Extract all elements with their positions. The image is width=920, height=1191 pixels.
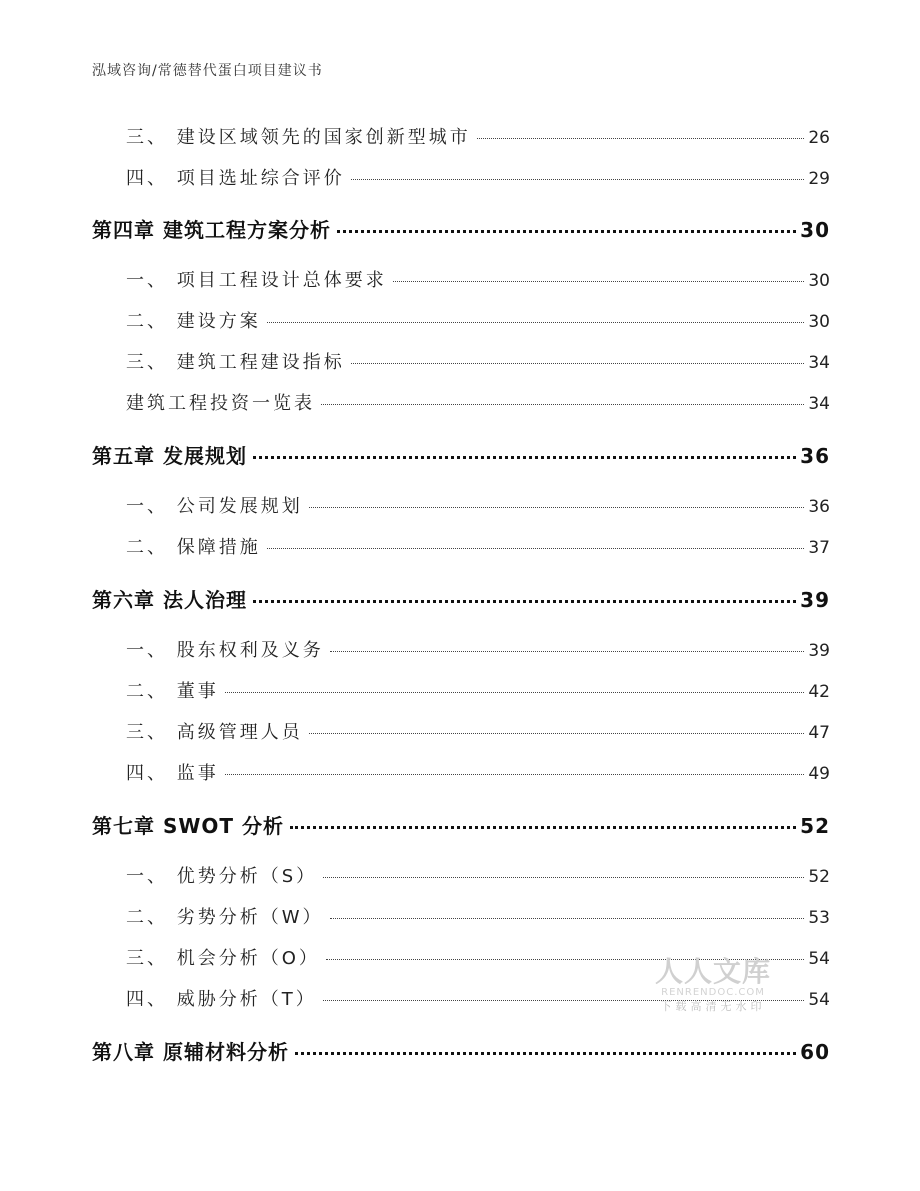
toc-entry-page: 29 [808, 169, 830, 189]
toc-entry-label: 第六章 法人治理 [92, 588, 247, 612]
toc-leader-dots [337, 230, 796, 233]
toc-entry-label: 三、 机会分析（O） [126, 948, 320, 969]
toc-entry[interactable] [92, 533, 830, 559]
toc-leader-dots [330, 918, 805, 919]
toc-entry-page: 36 [800, 444, 830, 468]
watermark-subtitle: RENRENDOC.COM [661, 987, 765, 998]
toc-entry[interactable] [92, 862, 830, 888]
toc-entry-label: 一、 优势分析（S） [126, 866, 318, 887]
toc-entry[interactable] [92, 123, 830, 149]
toc-entry[interactable] [92, 266, 830, 292]
toc-entry[interactable] [92, 636, 830, 662]
toc-entry[interactable] [92, 759, 830, 785]
toc-leader-dots [393, 281, 805, 282]
toc-entry-label: 二、 劣势分析（W） [126, 907, 324, 928]
toc-entry-label: 一、 项目工程设计总体要求 [126, 270, 387, 291]
toc-entry[interactable] [92, 492, 830, 518]
toc-leader-dots [351, 179, 805, 180]
toc-leader-dots [290, 826, 796, 829]
toc-leader-dots [225, 774, 805, 775]
toc-entry-page: 47 [808, 723, 830, 743]
toc-entry[interactable] [92, 677, 830, 703]
toc-chapter-entry[interactable] [92, 214, 830, 243]
toc-entry-page: 53 [808, 908, 830, 928]
toc-entry[interactable] [92, 307, 830, 333]
watermark-title: 人人文库 [654, 955, 771, 988]
toc-entry-label: 三、 建设区域领先的国家创新型城市 [126, 127, 471, 148]
toc-leader-dots [309, 507, 805, 508]
toc-entry-label: 四、 监事 [126, 763, 219, 784]
toc-entry-page: 54 [808, 949, 830, 969]
toc-entry-label: 四、 威胁分析（T） [126, 989, 317, 1010]
toc-entry-label: 第七章 SWOT 分析 [92, 814, 285, 838]
toc-leader-dots [351, 363, 805, 364]
toc-entry[interactable] [92, 348, 830, 374]
toc-entry-page: 54 [808, 990, 830, 1010]
toc-entry-page: 52 [800, 814, 830, 838]
toc-chapter-entry[interactable] [92, 584, 830, 613]
watermark-tagline: 下载高清无水印 [660, 1000, 766, 1013]
toc-entry-page: 34 [808, 394, 830, 414]
toc-entry-page: 36 [808, 497, 830, 517]
toc-entry-page: 42 [808, 682, 830, 702]
toc-entry[interactable] [92, 718, 830, 744]
toc-entry-page: 30 [808, 271, 830, 291]
toc-entry-page: 52 [808, 867, 830, 887]
toc-entry-page: 30 [808, 312, 830, 332]
toc-entry-label: 第五章 发展规划 [92, 444, 247, 468]
toc-entry-page: 39 [800, 588, 830, 612]
toc-entry-label: 三、 建筑工程建设指标 [126, 352, 345, 373]
toc-entry-label: 一、 股东权利及义务 [126, 640, 324, 661]
toc-entry-page: 34 [808, 353, 830, 373]
toc-entry-label: 二、 保障措施 [126, 537, 261, 558]
toc-entry-label: 建筑工程投资一览表 [126, 393, 315, 414]
toc-leader-dots [253, 456, 796, 459]
toc-chapter-entry[interactable] [92, 1036, 830, 1065]
toc-leader-dots [321, 404, 804, 405]
page-header: 泓域咨询/常德替代蛋白项目建议书 [92, 63, 323, 79]
toc-leader-dots [253, 600, 796, 603]
toc-entry-page: 39 [808, 641, 830, 661]
toc-entry-label: 二、 建设方案 [126, 311, 261, 332]
toc-leader-dots [295, 1052, 796, 1055]
toc-entry-page: 37 [808, 538, 830, 558]
toc-chapter-entry[interactable] [92, 440, 830, 469]
toc-leader-dots [477, 138, 805, 139]
toc-leader-dots [330, 651, 805, 652]
toc-entry-label: 三、 高级管理人员 [126, 722, 303, 743]
watermark [648, 957, 778, 1015]
toc-entry-label: 四、 项目选址综合评价 [126, 168, 345, 189]
toc-entry-page: 49 [808, 764, 830, 784]
toc-entry-label: 第八章 原辅材料分析 [92, 1040, 289, 1064]
toc-entry-label: 一、 公司发展规划 [126, 496, 303, 517]
toc-leader-dots [225, 692, 805, 693]
toc-entry-page: 60 [800, 1040, 830, 1064]
toc-entry-page: 30 [800, 218, 830, 242]
toc-leader-dots [323, 877, 804, 878]
toc-entry-label: 第四章 建筑工程方案分析 [92, 218, 331, 242]
toc-chapter-entry[interactable] [92, 810, 830, 839]
toc-entry[interactable] [92, 389, 830, 415]
toc-leader-dots [267, 322, 805, 323]
toc-entry[interactable] [92, 164, 830, 190]
toc-entry-page: 26 [808, 128, 830, 148]
toc-leader-dots [267, 548, 805, 549]
toc-entry[interactable] [92, 903, 830, 929]
toc-entry-label: 二、 董事 [126, 681, 219, 702]
toc-leader-dots [309, 733, 805, 734]
